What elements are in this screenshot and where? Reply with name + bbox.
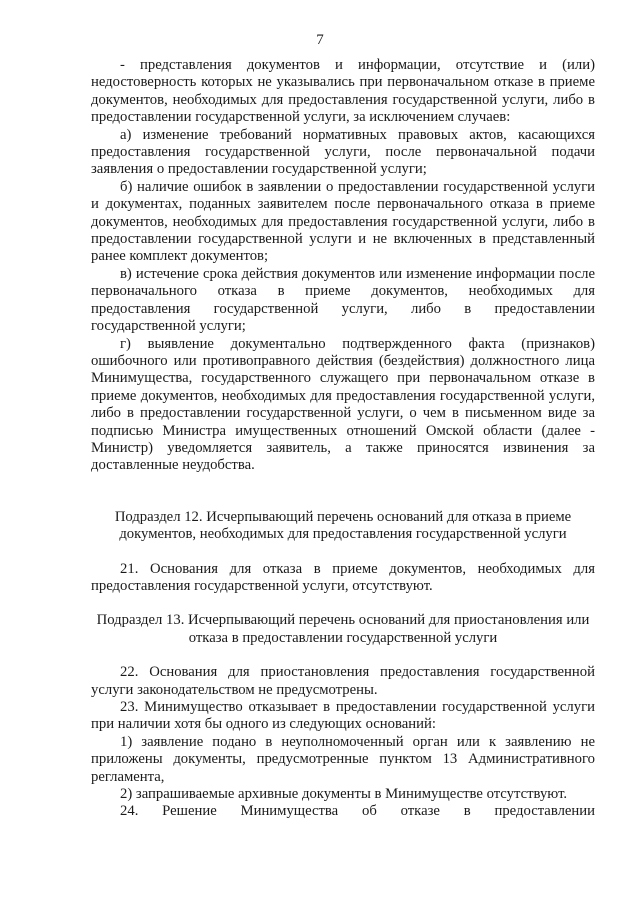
paragraph-23-2: 2) запрашиваемые архивные документы в Минимуществе отсутствуют. <box>120 786 568 803</box>
paragraph-item-g: г) выявление документально подтвержденного факта (признаков) ошибочного или противоправного действия (бездействия) должностного лица Минимущества, государственного служащего при первоначальном отказе в приеме документов, необходимых для предоставления государственной услуги, либо в предоставлении государственной услуги, о чем в письменном виде за подписью Министра имущественных отношений Омской области (далее - Министр) уведомляется заявитель, а также приносятся извинения за доставленные неудобства. <box>91 335 595 474</box>
paragraph-21: 21. Основания для отказа в приеме документов, необходимых для предоставления государственной услуги, отсутствуют. <box>91 560 595 594</box>
paragraph-item-v: в) истечение срока действия документов или изменение информации после первоначального отказа в приеме документов, необходимых для предоставления государственной услуги, либо в предоставлении государственной услуги; <box>91 265 595 335</box>
page-number: 7 <box>316 32 324 48</box>
subsection-12-heading: Подраздел 12. Исчерпывающий перечень оснований для отказа в приеме документов, необходимых для предоставления государственной услуги <box>114 508 572 543</box>
paragraph-representation-documents: - представления документов и информации, отсутствие и (или) недостоверность которых не указывались при первоначальном отказе в приеме документов, необходимых для предоставления государственной услуги, либо в предоставлении государственной услуги, за исключением случаев: <box>91 57 595 126</box>
paragraph-23: 23. Минимущество отказывает в предоставлении государственной услуги при наличии хотя бы одного из следующих оснований: <box>91 699 595 733</box>
paragraph-item-a: а) изменение требований нормативных правовых актов, касающихся предоставления государственной услуги, после первоначальной подачи заявления о предоставлении государственной услуги; <box>91 126 595 178</box>
paragraph-22: 22. Основания для приостановления предоставления государственной услуги законодательством не предусмотрены. <box>91 664 595 698</box>
paragraph-item-b: б) наличие ошибок в заявлении о предоставлении государственной услуги и документах, поданных заявителем после первоначального отказа в приеме документов, необходимых для предоставления государственной услуги, либо в предоставлении государственной услуги и не включенных в представленный ранее комплект документов; <box>91 178 595 265</box>
paragraph-24: 24. Решение Минимущества об отказе в предоставлении <box>120 803 595 820</box>
paragraph-23-1: 1) заявление подано в неуполномоченный орган или к заявлению не приложены документы, предусмотренные пунктом 13 Административного регламента, <box>91 733 595 785</box>
document-body <box>91 57 595 821</box>
subsection-13-heading: Подраздел 13. Исчерпывающий перечень оснований для приостановления или отказа в предоставлении государственной услуги <box>96 612 590 646</box>
